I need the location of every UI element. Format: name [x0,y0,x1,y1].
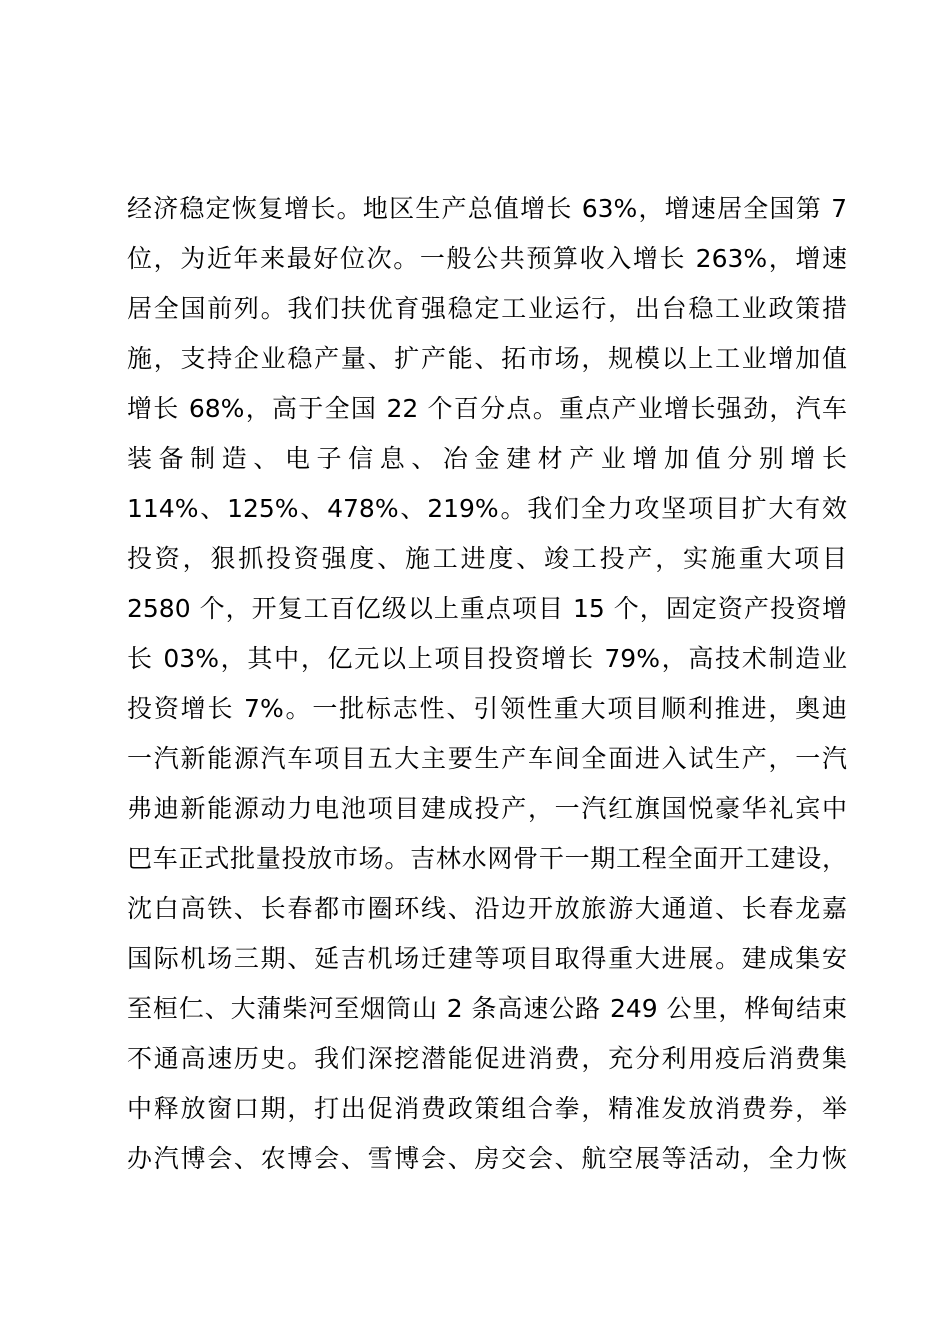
text-line-18: 不通高速历史。我们深挖潜能促进消费，充分利用疫后消费集 [127,1044,847,1073]
text-line-16: 国际机场三期、延吉机场迁建等项目取得重大进展。建成集安 [127,944,847,973]
text-line-5: 增长 68%，高于全国 22 个百分点。重点产业增长强劲，汽车 [127,394,847,423]
text-line-14: 巴车正式批量投放市场。吉林水网骨干一期工程全面开工建设， [127,844,847,873]
text-line-19: 中释放窗口期，打出促消费政策组合拳，精准发放消费券，举 [127,1094,847,1123]
text-line-13: 弗迪新能源动力电池项目建成投产，一汽红旗国悦豪华礼宾中 [127,794,847,823]
text-line-7: 114%、125%、478%、219%。我们全力攻坚项目扩大有效 [127,494,847,523]
text-line-8: 投资，狠抓投资强度、施工进度、竣工投产，实施重大项目 [127,544,847,573]
text-line-11: 投资增长 7%。一批标志性、引领性重大项目顺利推进，奥迪 [127,694,847,723]
text-line-6: 装备制造、电子信息、冶金建材产业增加值分别增长 [127,444,847,473]
text-line-1: 经济稳定恢复增长。地区生产总值增长 63%，增速居全国第 7 [127,194,847,223]
text-line-4: 施，支持企业稳产量、扩产能、拓市场，规模以上工业增加值 [127,344,847,373]
body-paragraph [127,184,847,1184]
text-line-17: 至桓仁、大蒲柴河至烟筒山 2 条高速公路 249 公里，桦甸结束 [127,994,847,1023]
text-line-2: 位，为近年来最好位次。一般公共预算收入增长 263%，增速 [127,244,847,273]
text-line-12: 一汽新能源汽车项目五大主要生产车间全面进入试生产，一汽 [127,744,847,773]
text-line-20: 办汽博会、农博会、雪博会、房交会、航空展等活动，全力恢 [127,1144,847,1173]
text-line-15: 沈白高铁、长春都市圈环线、沿边开放旅游大通道、长春龙嘉 [127,894,847,923]
text-line-9: 2580 个，开复工百亿级以上重点项目 15 个，固定资产投资增 [127,594,847,623]
text-line-3: 居全国前列。我们扶优育强稳定工业运行，出台稳工业政策措 [127,294,847,323]
text-line-10: 长 03%，其中，亿元以上项目投资增长 79%，高技术制造业 [127,644,847,673]
